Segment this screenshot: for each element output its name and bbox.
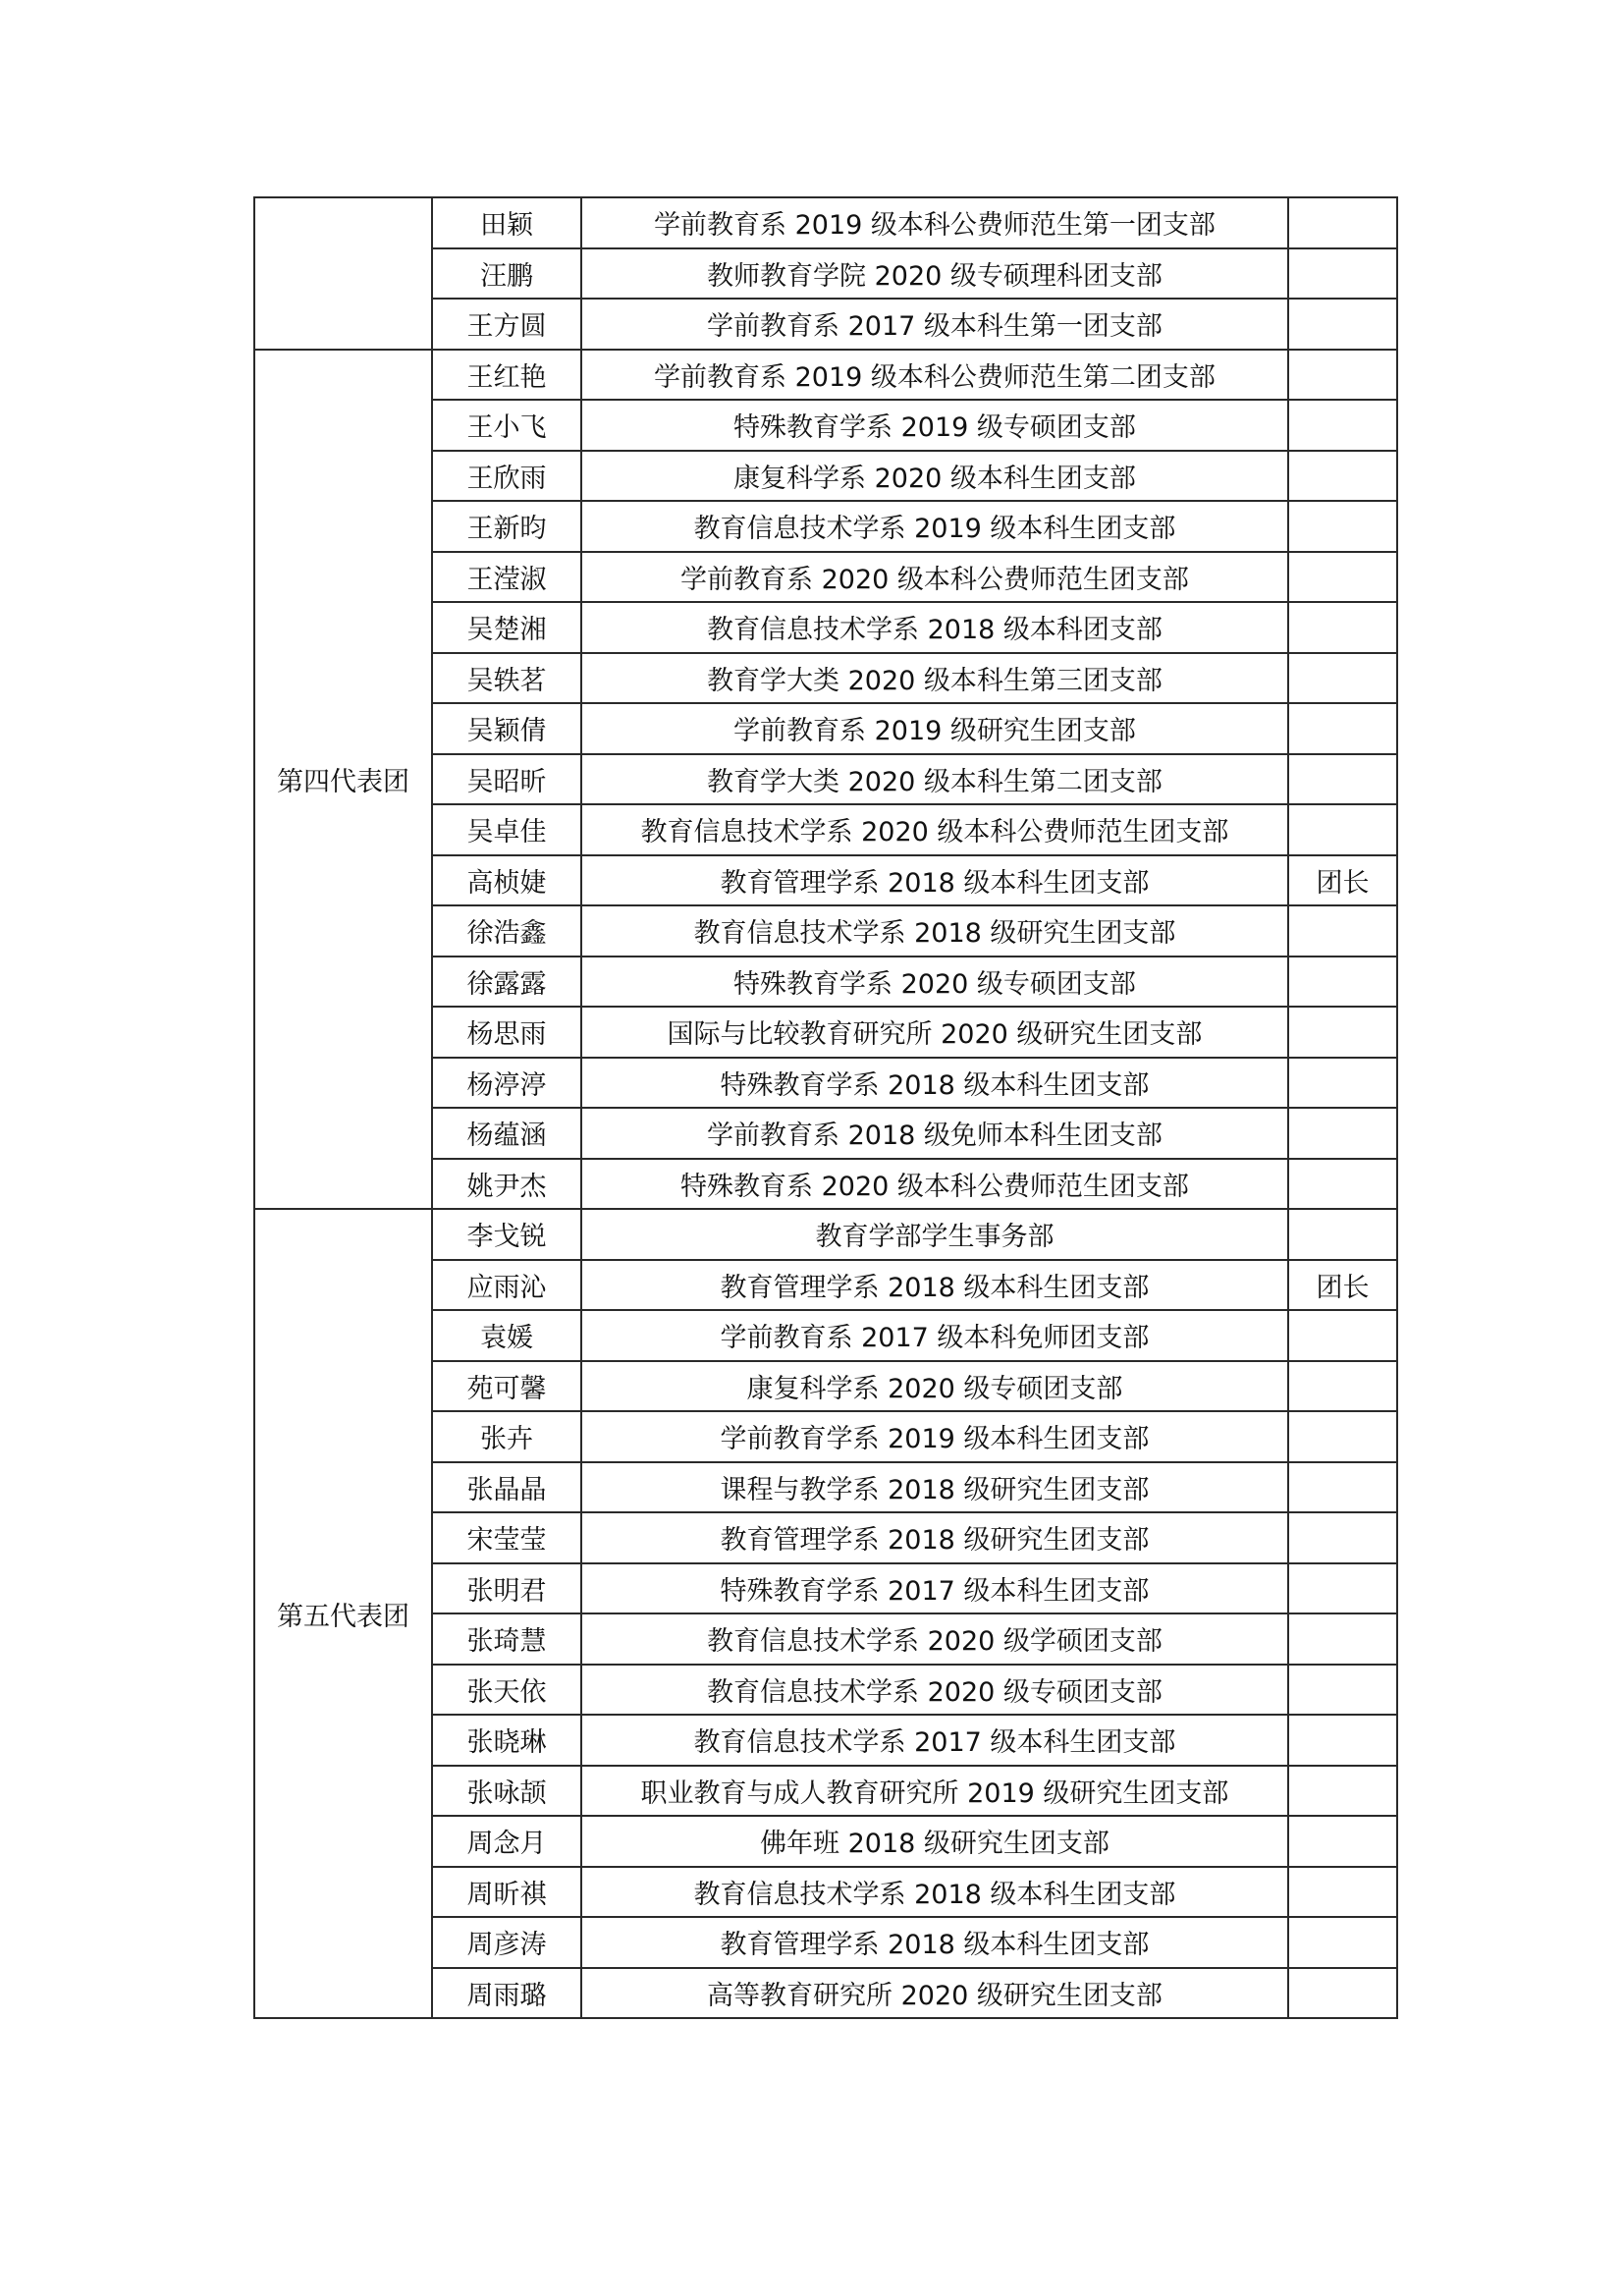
member-role <box>1288 1411 1397 1462</box>
member-unit: 教育信息技术学系 2018 级本科团支部 <box>581 602 1288 653</box>
member-role <box>1288 804 1397 855</box>
member-name: 吴昭昕 <box>432 754 581 805</box>
member-unit: 课程与教学系 2018 级研究生团支部 <box>581 1462 1288 1513</box>
member-name: 张晓琳 <box>432 1715 581 1766</box>
member-name: 王红艳 <box>432 350 581 401</box>
member-unit: 教育管理学系 2018 级研究生团支部 <box>581 1512 1288 1563</box>
member-name: 徐浩鑫 <box>432 905 581 957</box>
member-role <box>1288 653 1397 704</box>
delegation-name: 第四代表团 <box>254 350 432 1210</box>
member-role <box>1288 1613 1397 1665</box>
delegation-name: 第五代表团 <box>254 1209 432 2018</box>
member-name: 张琦慧 <box>432 1613 581 1665</box>
member-role <box>1288 1665 1397 1716</box>
member-name: 周念月 <box>432 1816 581 1867</box>
member-role <box>1288 400 1397 451</box>
member-unit: 学前教育系 2018 级免师本科生团支部 <box>581 1108 1288 1159</box>
member-name: 田颖 <box>432 197 581 248</box>
member-name: 周雨璐 <box>432 1968 581 2019</box>
member-role <box>1288 905 1397 957</box>
member-unit: 学前教育系 2020 级本科公费师范生团支部 <box>581 552 1288 603</box>
member-name: 王新昀 <box>432 501 581 552</box>
member-role <box>1288 451 1397 502</box>
member-name: 张明君 <box>432 1563 581 1614</box>
member-name: 姚尹杰 <box>432 1159 581 1210</box>
member-role <box>1288 350 1397 401</box>
member-role <box>1288 1512 1397 1563</box>
member-role <box>1288 957 1397 1008</box>
member-unit: 佛年班 2018 级研究生团支部 <box>581 1816 1288 1867</box>
member-unit: 国际与比较教育研究所 2020 级研究生团支部 <box>581 1007 1288 1058</box>
member-unit: 教育学部学生事务部 <box>581 1209 1288 1260</box>
member-unit: 学前教育系 2019 级研究生团支部 <box>581 703 1288 754</box>
member-unit: 学前教育系 2017 级本科生第一团支部 <box>581 299 1288 350</box>
member-role <box>1288 1462 1397 1513</box>
member-role <box>1288 1361 1397 1412</box>
member-unit: 教育信息技术学系 2020 级学硕团支部 <box>581 1613 1288 1665</box>
member-name: 周彦涛 <box>432 1917 581 1968</box>
member-unit: 教师教育学院 2020 级专硕理科团支部 <box>581 248 1288 300</box>
member-name: 杨思雨 <box>432 1007 581 1058</box>
member-role <box>1288 501 1397 552</box>
member-name: 张天依 <box>432 1665 581 1716</box>
member-name: 应雨沁 <box>432 1260 581 1311</box>
member-name: 周昕祺 <box>432 1867 581 1918</box>
member-role <box>1288 1816 1397 1867</box>
member-unit: 教育信息技术学系 2020 级本科公费师范生团支部 <box>581 804 1288 855</box>
member-role: 团长 <box>1288 1260 1397 1311</box>
member-name: 苑可馨 <box>432 1361 581 1412</box>
member-unit: 特殊教育学系 2019 级专硕团支部 <box>581 400 1288 451</box>
member-unit: 学前教育学系 2019 级本科生团支部 <box>581 1411 1288 1462</box>
member-name: 袁媛 <box>432 1310 581 1361</box>
member-role <box>1288 1058 1397 1109</box>
member-unit: 特殊教育学系 2018 级本科生团支部 <box>581 1058 1288 1109</box>
member-role <box>1288 552 1397 603</box>
member-name: 徐露露 <box>432 957 581 1008</box>
member-role <box>1288 1209 1397 1260</box>
member-role: 团长 <box>1288 855 1397 906</box>
member-name: 张卉 <box>432 1411 581 1462</box>
member-role <box>1288 1563 1397 1614</box>
member-name: 王欣雨 <box>432 451 581 502</box>
member-role <box>1288 1766 1397 1817</box>
member-role <box>1288 299 1397 350</box>
member-name: 杨蕴涵 <box>432 1108 581 1159</box>
member-name: 吴卓佳 <box>432 804 581 855</box>
table-row <box>254 1209 1397 1260</box>
member-name: 李戈锐 <box>432 1209 581 1260</box>
member-name: 吴楚湘 <box>432 602 581 653</box>
member-unit: 教育管理学系 2018 级本科生团支部 <box>581 1917 1288 1968</box>
delegation-name <box>254 197 432 350</box>
member-unit: 高等教育研究所 2020 级研究生团支部 <box>581 1968 1288 2019</box>
member-name: 王方圆 <box>432 299 581 350</box>
table-row <box>254 350 1397 401</box>
member-unit: 教育信息技术学系 2019 级本科生团支部 <box>581 501 1288 552</box>
table-row <box>254 197 1397 248</box>
member-unit: 学前教育系 2019 级本科公费师范生第一团支部 <box>581 197 1288 248</box>
member-name: 汪鹏 <box>432 248 581 300</box>
member-name: 张咏颉 <box>432 1766 581 1817</box>
member-role <box>1288 1917 1397 1968</box>
member-unit: 教育管理学系 2018 级本科生团支部 <box>581 1260 1288 1311</box>
member-role <box>1288 602 1397 653</box>
member-unit: 康复科学系 2020 级本科生团支部 <box>581 451 1288 502</box>
member-name: 吴轶茗 <box>432 653 581 704</box>
member-unit: 学前教育系 2017 级本科免师团支部 <box>581 1310 1288 1361</box>
member-name: 宋莹莹 <box>432 1512 581 1563</box>
member-unit: 特殊教育学系 2020 级专硕团支部 <box>581 957 1288 1008</box>
member-unit: 教育管理学系 2018 级本科生团支部 <box>581 855 1288 906</box>
member-role <box>1288 1007 1397 1058</box>
member-role <box>1288 1715 1397 1766</box>
member-unit: 学前教育系 2019 级本科公费师范生第二团支部 <box>581 350 1288 401</box>
member-name: 王滢淑 <box>432 552 581 603</box>
member-role <box>1288 1310 1397 1361</box>
member-name: 杨渟渟 <box>432 1058 581 1109</box>
member-name: 吴颖倩 <box>432 703 581 754</box>
delegation-table <box>253 196 1398 2019</box>
member-role <box>1288 197 1397 248</box>
member-role <box>1288 248 1397 300</box>
member-name: 高桢婕 <box>432 855 581 906</box>
member-role <box>1288 754 1397 805</box>
member-unit: 职业教育与成人教育研究所 2019 级研究生团支部 <box>581 1766 1288 1817</box>
member-role <box>1288 1968 1397 2019</box>
member-unit: 教育信息技术学系 2018 级本科生团支部 <box>581 1867 1288 1918</box>
member-role <box>1288 1159 1397 1210</box>
member-unit: 教育信息技术学系 2018 级研究生团支部 <box>581 905 1288 957</box>
member-role <box>1288 703 1397 754</box>
member-unit: 特殊教育学系 2017 级本科生团支部 <box>581 1563 1288 1614</box>
member-unit: 康复科学系 2020 级专硕团支部 <box>581 1361 1288 1412</box>
member-role <box>1288 1108 1397 1159</box>
member-name: 王小飞 <box>432 400 581 451</box>
member-unit: 特殊教育系 2020 级本科公费师范生团支部 <box>581 1159 1288 1210</box>
member-unit: 教育学大类 2020 级本科生第二团支部 <box>581 754 1288 805</box>
member-name: 张晶晶 <box>432 1462 581 1513</box>
member-role <box>1288 1867 1397 1918</box>
member-unit: 教育学大类 2020 级本科生第三团支部 <box>581 653 1288 704</box>
member-unit: 教育信息技术学系 2020 级专硕团支部 <box>581 1665 1288 1716</box>
member-unit: 教育信息技术学系 2017 级本科生团支部 <box>581 1715 1288 1766</box>
